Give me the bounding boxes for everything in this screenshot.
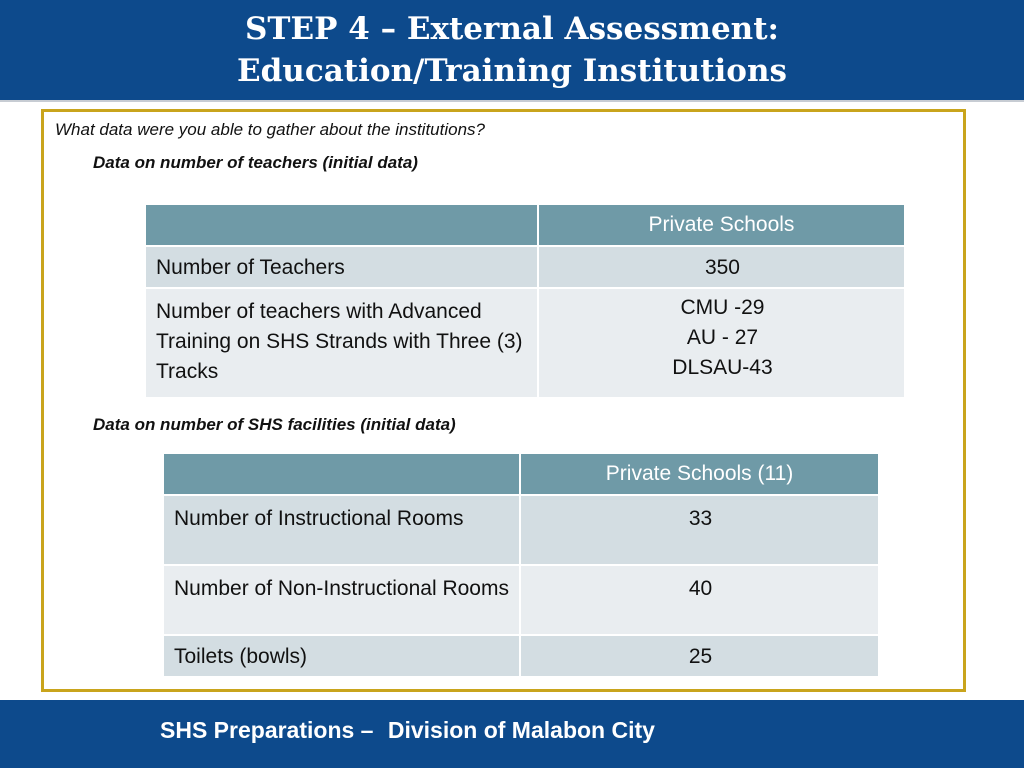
row-value-number-of-teachers: 350 bbox=[538, 246, 905, 288]
footer-left-text: SHS Preparations – bbox=[160, 717, 374, 743]
row-value-non-instructional-rooms: 40 bbox=[520, 565, 879, 635]
table-row bbox=[145, 246, 905, 288]
slide-title-line-1: STEP 4 – External Assessment: bbox=[245, 11, 779, 47]
table-row bbox=[163, 635, 879, 677]
row-value-instructional-rooms: 33 bbox=[520, 495, 879, 565]
column-header-blank bbox=[163, 453, 520, 495]
intro-question: What data were you able to gather about the institutions? bbox=[55, 120, 485, 139]
facilities-heading: Data on number of SHS facilities (initial data) bbox=[93, 415, 456, 434]
table-row bbox=[145, 288, 905, 398]
row-label-instructional-rooms: Number of Instructional Rooms bbox=[163, 495, 520, 565]
table-header-row bbox=[163, 453, 879, 495]
table-row bbox=[163, 565, 879, 635]
column-header-private-schools-11: Private Schools (11) bbox=[520, 453, 879, 495]
slide-footer bbox=[0, 700, 1024, 768]
teachers-heading: Data on number of teachers (initial data) bbox=[93, 153, 418, 172]
footer-right-text: Division of Malabon City bbox=[387, 717, 655, 743]
column-header-private-schools: Private Schools bbox=[538, 204, 905, 246]
row-value-toilets: 25 bbox=[520, 635, 879, 677]
school-count-au: AU - 27 bbox=[686, 326, 759, 349]
facilities-table bbox=[162, 452, 880, 678]
school-count-dlsau: DLSAU-43 bbox=[672, 356, 773, 379]
table-header-row bbox=[145, 204, 905, 246]
row-label-number-of-teachers: Number of Teachers bbox=[145, 246, 538, 288]
table-row bbox=[163, 495, 879, 565]
slide-title-line-2: Education/Training Institutions bbox=[237, 53, 787, 89]
footer-text bbox=[160, 717, 655, 744]
column-header-blank bbox=[145, 204, 538, 246]
row-label-advanced-training: Number of teachers with Advanced Training on SHS Strands with Three (3) Tracks bbox=[145, 288, 538, 398]
teachers-table bbox=[144, 203, 906, 399]
school-count-cmu: CMU -29 bbox=[680, 296, 765, 319]
row-value-advanced-training bbox=[538, 288, 905, 398]
row-label-toilets: Toilets (bowls) bbox=[163, 635, 520, 677]
row-label-non-instructional-rooms: Number of Non-Instructional Rooms bbox=[163, 565, 520, 635]
slide-header bbox=[0, 0, 1024, 102]
